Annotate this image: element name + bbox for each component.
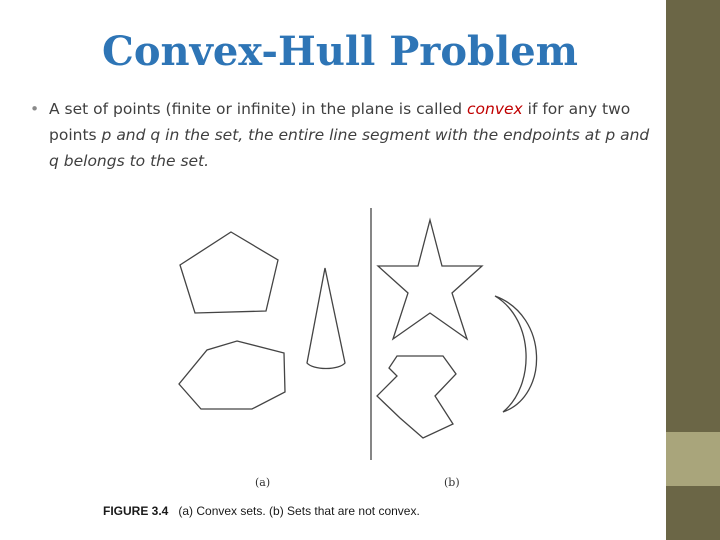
bullet-text-part3: at — [579, 126, 606, 144]
bullet-text-pq-2: p and q belongs to the set. — [49, 126, 650, 170]
bullet-text-part2: if for any two points — [49, 100, 631, 144]
figure-convex-sets — [97, 198, 612, 526]
sidebar-accent-block — [666, 432, 720, 486]
star-shape — [378, 220, 482, 339]
label-a: (a) — [255, 476, 271, 489]
label-b: (b) — [444, 476, 460, 489]
figure-caption — [103, 504, 420, 518]
cone-shape — [307, 268, 345, 369]
slide-title: Convex-Hull Problem — [102, 28, 578, 75]
figure-drawing — [97, 198, 612, 526]
caption-text: (a) Convex sets. (b) Sets that are not convex. — [178, 504, 420, 518]
bullet-text — [49, 96, 660, 174]
caption-number: FIGURE 3.4 — [103, 504, 169, 518]
keyword-convex: convex — [467, 100, 523, 118]
crescent-shape — [495, 296, 537, 412]
bullet-point — [30, 96, 660, 174]
pentagon-shape — [180, 232, 278, 313]
bullet-text-part1: A set of points (finite or infinite) in the plane is called — [49, 100, 468, 118]
bullet-text-pq: p and q in the set, the entire line segment with the endpoints — [101, 126, 580, 144]
convex-polygon-shape — [179, 341, 285, 409]
nonconvex-shape — [377, 356, 456, 438]
bullet-marker: • — [30, 100, 40, 118]
